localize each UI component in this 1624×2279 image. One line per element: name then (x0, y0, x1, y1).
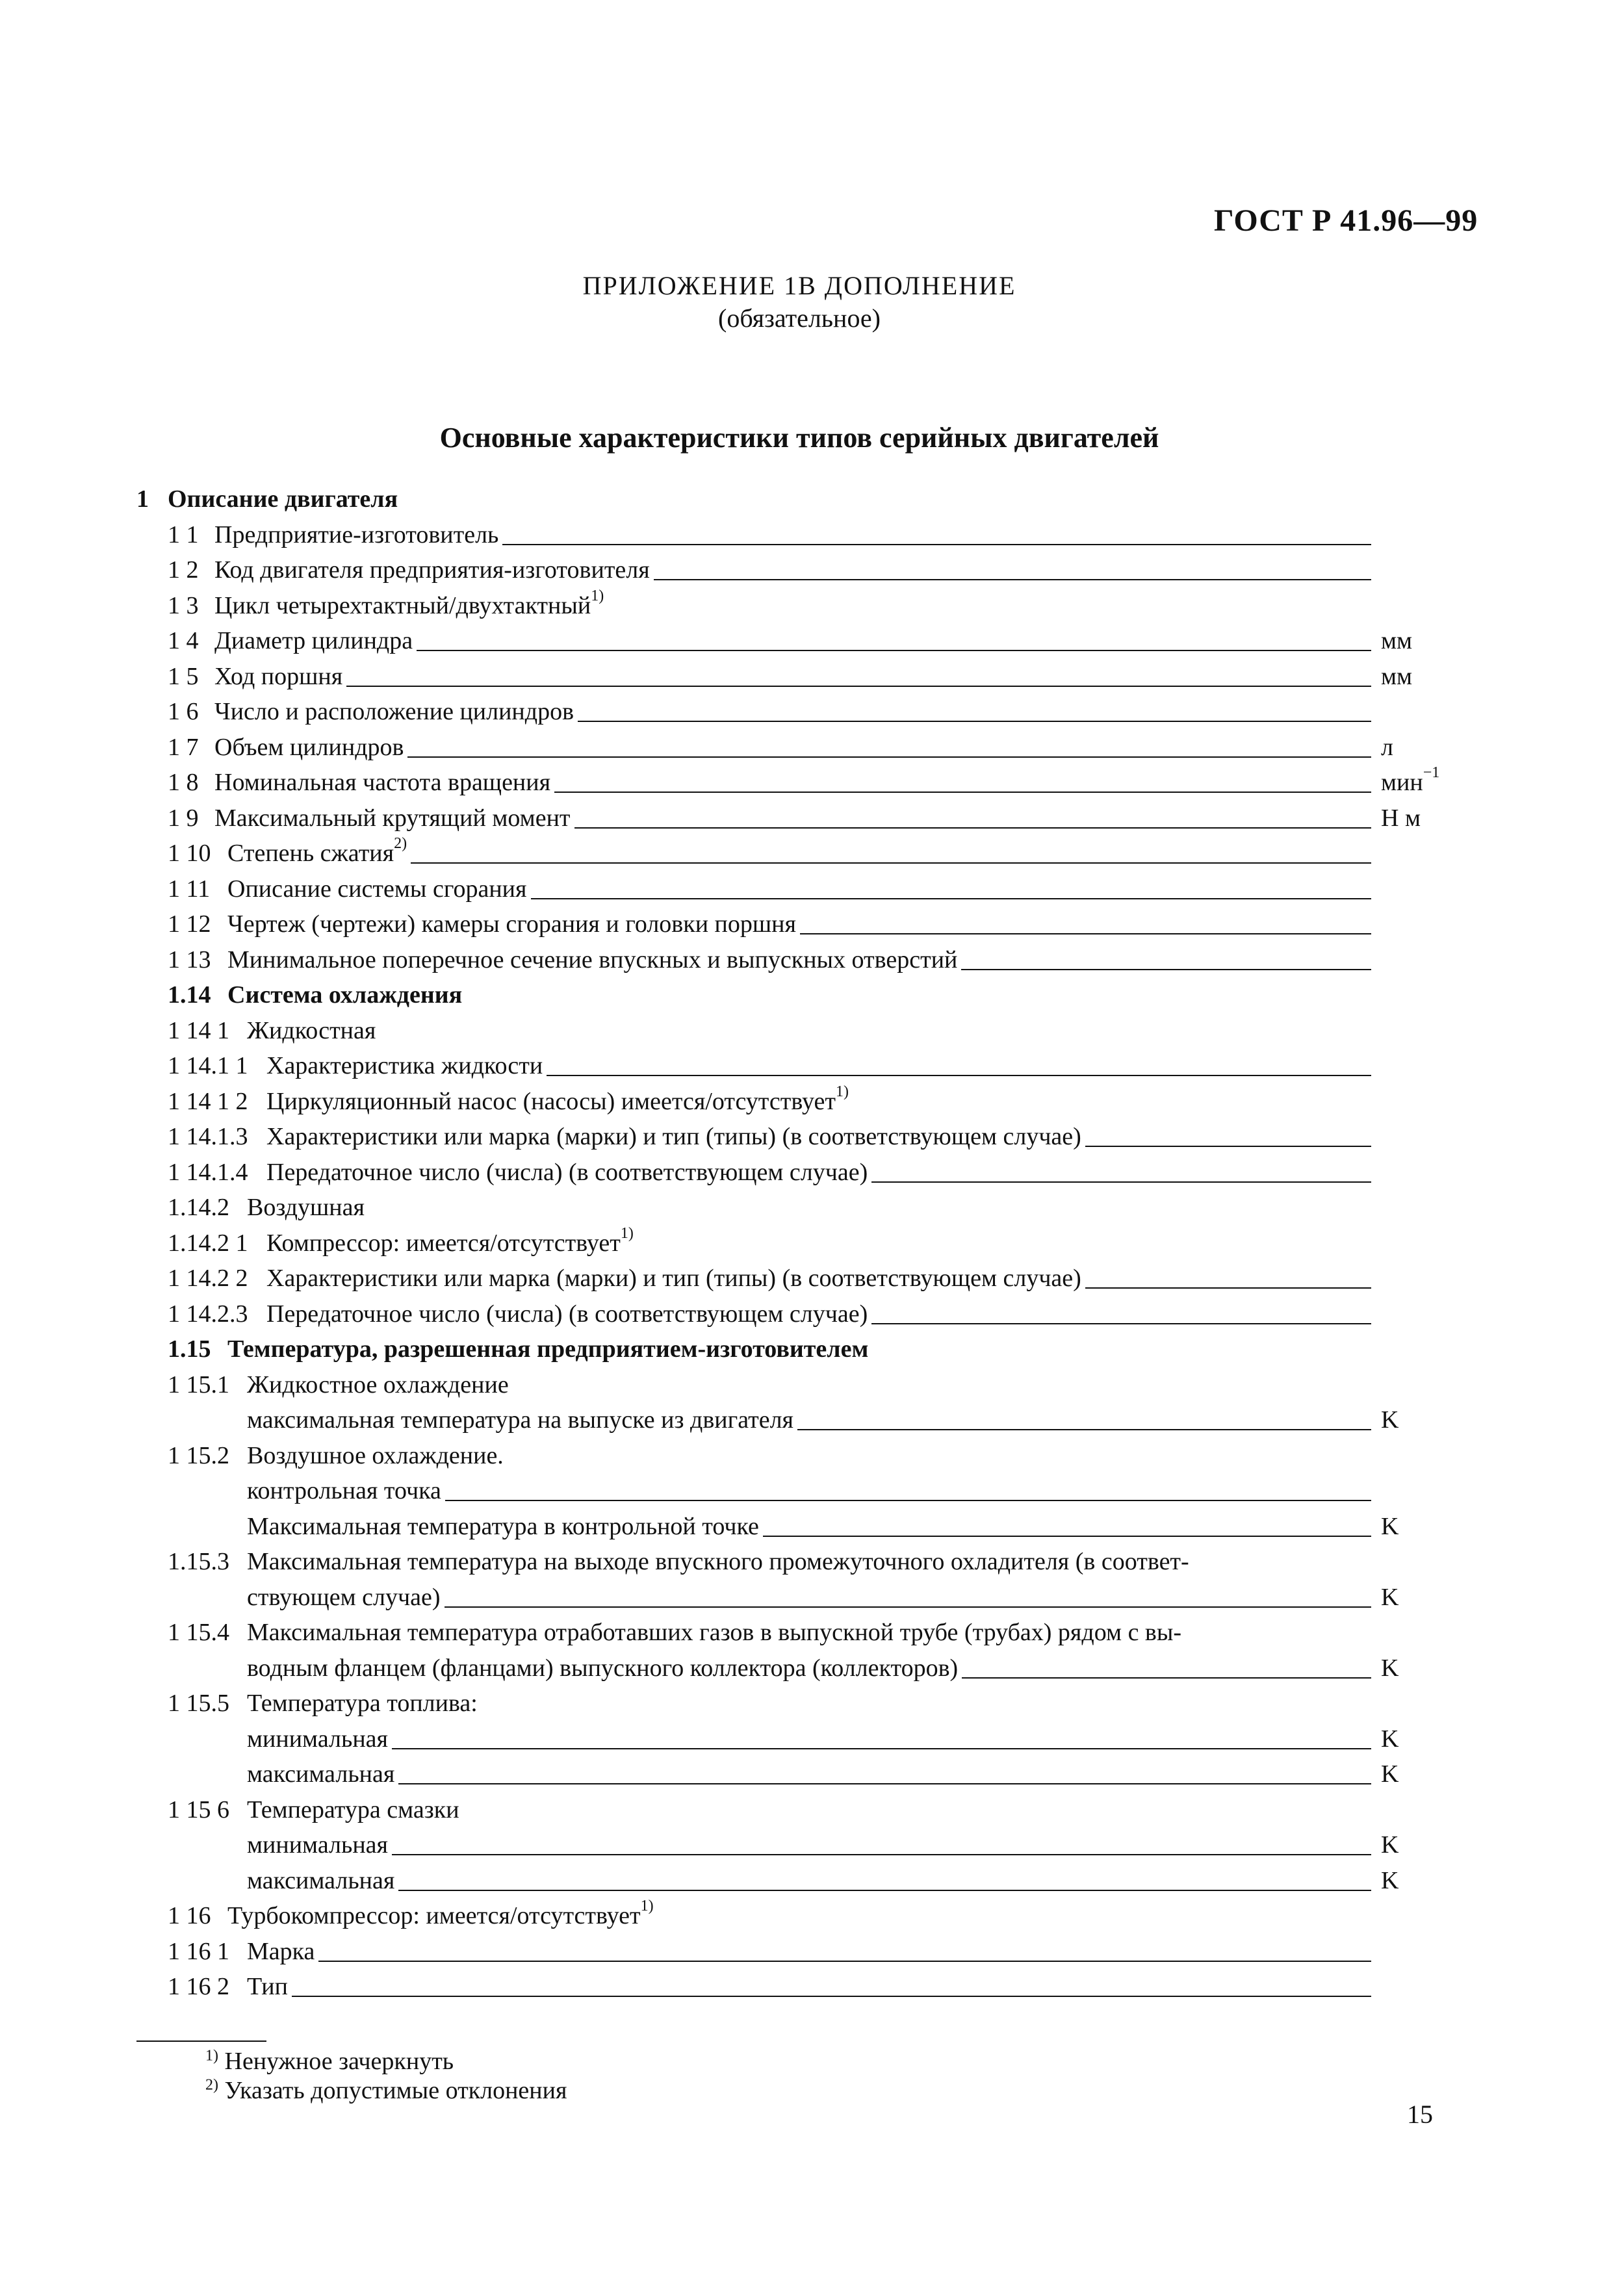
item-label-text: Характеристики или марка (марки) и тип (типы) (в соответствующем случае) (266, 1123, 1081, 1150)
fill-line (398, 1783, 1371, 1784)
page-number: 15 (1407, 2100, 1433, 2129)
fill-line (962, 1677, 1371, 1679)
item-label (214, 804, 571, 832)
item-label-text: Тип (247, 1973, 288, 2000)
form-row (0, 517, 1430, 552)
form-row (0, 1296, 1430, 1331)
fill-line (392, 1748, 1371, 1749)
item-number: 1 16 1 (168, 1937, 229, 1965)
appendix-subtitle: (обязательное) (718, 303, 881, 333)
form-row (0, 1083, 1430, 1118)
item-label-text: Максимальная температура в контрольной точке (247, 1512, 759, 1540)
item-number: 1 12 (168, 910, 211, 938)
fill-line (411, 862, 1371, 864)
footnote-mark: 1) (205, 2047, 218, 2065)
fill-line (574, 827, 1371, 829)
fill-line (871, 1323, 1371, 1324)
item-label (266, 1300, 868, 1328)
item-label (247, 1654, 958, 1682)
item-label-text: максимальная (247, 1866, 395, 1894)
fill-line (318, 1961, 1371, 1962)
item-label-text: Жидкостное охлаждение (247, 1371, 509, 1398)
fill-line (445, 1606, 1371, 1608)
item-label (247, 1689, 478, 1718)
form-row (0, 1048, 1430, 1083)
item-number: 1 4 (168, 627, 199, 654)
item-label-text: водным фланцем (фланцами) выпускного коллектора (коллекторов) (247, 1654, 959, 1682)
item-label (214, 587, 604, 620)
item-number: 1.14 (168, 981, 211, 1009)
item-label (247, 1476, 441, 1505)
item-label (247, 1016, 376, 1045)
item-label-text: Номинальная частота вращения (214, 769, 551, 796)
unit-label: K (1381, 1583, 1399, 1611)
unit-label: Н м (1381, 804, 1421, 832)
form-row (0, 1721, 1430, 1756)
form-row (0, 1968, 1430, 2003)
form-row (0, 1756, 1430, 1791)
footnote-marker: 1) (620, 1224, 634, 1242)
item-label (168, 485, 398, 513)
item-number: 1 14.1 1 (168, 1052, 248, 1079)
item-label (247, 1972, 288, 2001)
form-row (0, 1437, 1430, 1473)
unit-label: K (1381, 1760, 1399, 1788)
item-label-text: Циркуляционный насос (насосы) имеется/отсутствует (266, 1087, 836, 1115)
item-number: 1 15.2 (168, 1441, 229, 1469)
fill-line (1085, 1146, 1371, 1147)
item-label (227, 946, 957, 974)
unit-label: K (1381, 1406, 1399, 1434)
fill-line (654, 579, 1371, 580)
fill-line (502, 544, 1371, 545)
item-label-text: Турбокомпрессор: имеется/отсутствует (227, 1902, 641, 1929)
item-label-text: Цикл четырехтактный/двухтактный (214, 591, 591, 619)
item-label-text: ствующем случае) (247, 1583, 441, 1611)
item-label-text: Число и расположение цилиндров (214, 698, 574, 725)
form-row (0, 906, 1430, 941)
item-label (247, 1618, 1181, 1647)
item-label (214, 733, 404, 762)
form-row (0, 764, 1440, 799)
form-row (0, 942, 1430, 977)
item-number: 1 15.4 (168, 1619, 229, 1646)
item-label-text: Передаточное число (числа) (в соответствующем случае) (266, 1300, 868, 1328)
item-number: 1 15.1 (168, 1371, 229, 1398)
item-label (247, 1725, 388, 1753)
item-number: 1.14.2 (168, 1194, 229, 1221)
item-number: 1 15 6 (168, 1796, 229, 1823)
item-number: 1 14.2 2 (168, 1265, 248, 1292)
item-label (247, 1937, 315, 1966)
footnote-marker: 1) (591, 587, 604, 604)
item-number: 1.15.3 (168, 1548, 229, 1575)
form-row (0, 1827, 1430, 1862)
item-label-text: Чертеж (чертежи) камеры сгорания и головки поршня (227, 910, 796, 938)
item-number: 1 3 (168, 591, 199, 619)
item-label-text: Описание системы сгорания (227, 875, 527, 903)
unit-label: K (1381, 1654, 1399, 1682)
item-label-text: Ход поршня (214, 662, 343, 690)
fill-line (871, 1181, 1371, 1183)
item-label (266, 1122, 1081, 1151)
footnote-marker: 1) (835, 1083, 849, 1100)
item-label-text: Воздушное охлаждение. (247, 1441, 504, 1469)
fill-line (398, 1890, 1371, 1891)
form-row (0, 1792, 1430, 1827)
footnote-marker: 1) (640, 1898, 654, 1914)
unit-label: мм (1381, 627, 1413, 654)
fill-line (292, 1996, 1371, 1997)
item-label (266, 1264, 1081, 1293)
item-label (247, 1512, 759, 1541)
fill-line (547, 1075, 1371, 1076)
item-label (214, 662, 342, 691)
item-label-text: контрольная точка (247, 1477, 441, 1504)
footnote (205, 2076, 567, 2105)
item-label (214, 626, 413, 655)
item-label-text: Жидкостная (247, 1016, 376, 1044)
fill-line (1085, 1287, 1371, 1289)
item-label (214, 521, 498, 549)
unit-label: мм (1381, 662, 1413, 690)
form-row (0, 693, 1430, 728)
item-label (247, 1406, 793, 1434)
appendix-title: ПРИЛОЖЕНИЕ 1В ДОПОЛНЕНИЕ (582, 271, 1016, 300)
form-row (0, 835, 1430, 870)
form-row (0, 658, 1430, 693)
item-label-text: Максимальная температура отработавших газов в выпускной трубе (трубах) рядом с вы- (247, 1619, 1182, 1646)
item-label-text: Объем цилиндров (214, 733, 404, 761)
item-label-text: Характеристика жидкости (266, 1052, 543, 1079)
fill-line (392, 1854, 1371, 1855)
form-row (0, 552, 1430, 587)
form-row (0, 977, 1430, 1012)
item-label (247, 1831, 388, 1859)
item-label-text: минимальная (247, 1831, 389, 1859)
form-row (0, 1862, 1430, 1898)
item-label-text: Температура смазки (247, 1796, 459, 1823)
form-row (0, 623, 1430, 658)
item-label (227, 981, 462, 1009)
item-number: 1.14.2 1 (168, 1229, 248, 1257)
form-row (0, 1189, 1430, 1224)
form-row (0, 1933, 1430, 1968)
item-number: 1 (136, 485, 149, 513)
form-row (0, 729, 1430, 764)
form-row (0, 1473, 1430, 1508)
form-row (0, 1331, 1430, 1366)
item-number: 1 15.5 (168, 1690, 229, 1717)
item-label (247, 1441, 504, 1470)
fill-line (346, 686, 1371, 687)
item-label (214, 697, 574, 726)
item-label-text: максимальная температура на выпуске из двигателя (247, 1406, 794, 1434)
fill-line (797, 1429, 1371, 1430)
item-label (227, 1335, 868, 1363)
fill-line (531, 898, 1372, 899)
item-label (266, 1224, 634, 1257)
form-row (0, 1508, 1430, 1543)
item-number: 1 14 1 2 (168, 1087, 248, 1115)
unit-label: K (1381, 1866, 1399, 1894)
item-label (214, 768, 550, 797)
unit-label: л (1381, 733, 1393, 761)
form-row (0, 1367, 1430, 1402)
unit-label: K (1381, 1831, 1399, 1859)
fill-line (800, 933, 1371, 934)
form-row (0, 481, 1430, 516)
form-row (0, 1118, 1430, 1153)
item-number: 1 8 (168, 769, 199, 796)
fill-line (407, 756, 1371, 758)
item-number: 1 11 (168, 875, 211, 903)
item-label (214, 556, 650, 584)
item-label (266, 1083, 849, 1116)
item-label (227, 1898, 654, 1930)
unit-label: K (1381, 1725, 1399, 1753)
item-number: 1 10 (168, 840, 211, 867)
fill-line (417, 650, 1371, 651)
item-label-text: Система охлаждения (227, 981, 463, 1009)
form-row (0, 800, 1430, 835)
item-label-text: Диаметр цилиндра (214, 627, 413, 654)
item-number: 1 5 (168, 662, 199, 690)
main-title: Основные характеристики типов серийных двигателей (439, 422, 1159, 454)
item-number: 1 7 (168, 733, 199, 761)
item-label-text: Компрессор: имеется/отсутствует (266, 1229, 621, 1257)
footnote-text: Ненужное зачеркнуть (218, 2048, 454, 2075)
form-row (0, 1402, 1430, 1437)
form-row (0, 1650, 1430, 1685)
footnote-divider (136, 2041, 266, 2042)
footnote-text: Указать допустимые отклонения (218, 2077, 567, 2104)
item-number: 1 14 1 (168, 1016, 229, 1044)
item-number: 1 14.1.4 (168, 1158, 248, 1186)
form-row (0, 1898, 1430, 1933)
form-row (0, 1543, 1430, 1578)
unit-label: K (1381, 1512, 1399, 1540)
item-number: 1 2 (168, 556, 199, 584)
item-number: 1 13 (168, 946, 211, 973)
item-label (247, 1193, 365, 1222)
item-label-text: минимальная (247, 1725, 389, 1753)
item-label-text: Минимальное поперечное сечение впускных и выпускных отверстий (227, 946, 958, 973)
item-label (266, 1158, 868, 1187)
item-label-text: Марка (247, 1937, 315, 1965)
footnote-mark: 2) (205, 2076, 218, 2094)
item-label-text: Степень сжатия (227, 840, 394, 867)
unit-label: мин$^{-1}$ (1381, 764, 1440, 796)
fill-line (961, 969, 1371, 970)
document-code: ГОСТ Р 41.96—99 (1214, 203, 1478, 238)
item-label-text: максимальная (247, 1760, 395, 1788)
item-label-text: Максимальная температура на выходе впускного промежуточного охладителя (в соответ- (247, 1548, 1189, 1575)
item-label (247, 1583, 441, 1612)
item-number: 1.15 (168, 1335, 211, 1363)
form-row (0, 1225, 1430, 1260)
item-label-text: Температура топлива: (247, 1690, 478, 1717)
form-row (0, 1012, 1430, 1048)
item-label-text: Описание двигателя (168, 485, 398, 513)
item-label-text: Воздушная (247, 1194, 365, 1221)
footnote (205, 2047, 454, 2076)
item-label (266, 1051, 543, 1080)
unit-exponent: −1 (1423, 764, 1440, 781)
form-row (0, 1685, 1430, 1720)
item-number: 1 6 (168, 698, 199, 725)
item-number: 1 9 (168, 804, 199, 832)
item-number: 1 1 (168, 521, 199, 548)
footnote-marker: 2) (394, 835, 407, 852)
item-label-text: Температура, разрешенная предприятием-изготовителем (227, 1335, 869, 1363)
item-label (247, 1371, 509, 1399)
item-number: 1 14.1.3 (168, 1123, 248, 1150)
item-label-text: Максимальный крутящий момент (214, 804, 571, 832)
item-label (227, 875, 527, 903)
item-label-text: Код двигателя предприятия-изготовителя (214, 556, 650, 584)
item-label (227, 910, 796, 938)
item-number: 1 16 (168, 1902, 211, 1929)
item-label-text: Предприятие-изготовитель (214, 521, 499, 548)
item-label (247, 1760, 394, 1788)
fill-line (578, 721, 1371, 722)
form-row (0, 871, 1430, 906)
form-row (0, 587, 1430, 623)
fill-line (763, 1536, 1371, 1537)
item-number: 1 16 2 (168, 1973, 229, 2000)
item-label-text: Характеристики или марка (марки) и тип (типы) (в соответствующем случае) (266, 1265, 1081, 1292)
item-label (227, 835, 407, 868)
item-label (247, 1547, 1189, 1576)
item-label (247, 1866, 394, 1895)
item-label (247, 1796, 459, 1824)
form-row (0, 1260, 1430, 1295)
fill-line (445, 1500, 1371, 1501)
item-number: 1 14.2.3 (168, 1300, 248, 1328)
item-label-text: Передаточное число (числа) (в соответствующем случае) (266, 1158, 868, 1186)
fill-line (554, 792, 1371, 793)
form-row (0, 1154, 1430, 1189)
form-row (0, 1579, 1430, 1614)
form-row (0, 1614, 1430, 1649)
